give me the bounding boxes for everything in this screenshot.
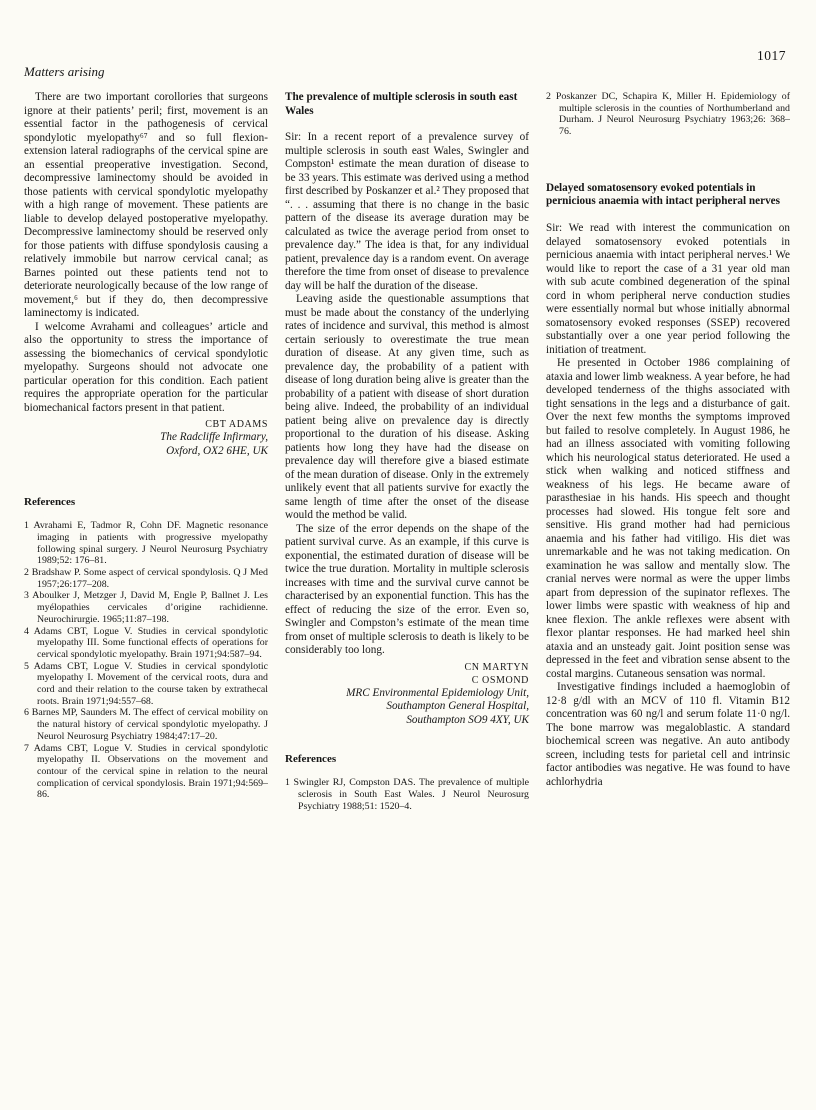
reference-item: 5 Adams CBT, Logue V. Studies in cervical spondylotic myelopathy I. Movement of the cervical roots, dura and cord and their relation to the course taken by extrathecal roots. Brain 1971;94:557–68.	[24, 660, 268, 707]
paragraph: The size of the error depends on the shape of the patient survival curve. As an example, if this curve is exponential, the estimated duration of disease will be twice the true duration. Mortality in multiple sclerosis increases with time and the survival curve cannot be characterised by an exponential function. This has the effect of reducing the size of the error. Even so, Swingler and Compston’s estimate of the mean time from onset of multiple sclerosis to death is likely to be considerably too long.	[285, 522, 529, 657]
signature-block	[24, 418, 268, 458]
column-3	[546, 91, 790, 813]
affiliation-line: Oxford, OX2 6HE, UK	[166, 444, 268, 457]
references-list	[285, 777, 529, 812]
column-1	[24, 91, 268, 813]
letter-title: The prevalence of multiple sclerosis in south east Wales	[285, 91, 518, 117]
reference-item: 1 Avrahami E, Tadmor R, Cohn DF. Magnetic resonance imaging in patients with progressive myelopathy following spinal surgery. J Neurol Neurosurg Psychiatry 1989;52: 176–81.	[24, 520, 268, 567]
references-heading: References	[24, 496, 76, 509]
letter-title: Delayed somatosensory evoked potentials in pernicious anaemia with intact peripheral nerves	[546, 181, 780, 208]
reference-item: 4 Adams CBT, Logue V. Studies in cervical spondylotic myelopathy III. Some functional effects of operations for cervical spondylotic myelopathy. Brain 1971;94:587–94.	[24, 625, 268, 660]
paragraph: He presented in October 1986 complaining of ataxia and lower limb weakness. A year before, he had developed tenderness of the thighs associated with tight sensations in the legs and a disturbance of gait. Over the next few months the symptoms improved but failed to resolve completely. In August 1986, he had an illness associated with vomiting following which his neurological status deteriorated. He used a stick when walking and noticed stiffness and weakness of his legs. He became aware of parasthesiae in his hands. His speech and thought processes had slowed. His tongue felt sore and sensitive. His grand mother had had pernicious anaemia and his father had vitiligo. His diet was unremarkable and he was not taking medication. On examination he was sallow and mentally slow. The cranial nerves were normal as were the upper limbs apart from depression of the supinator reflexes. The lower limbs were spastic with weakness of hip and knee flexion. The ankle reflexes were absent with flexor plantar responses. He had marked heel shin ataxia and an unsteady gait. Joint position sense was depressed in the feet and vibration sense absent to the costal margins. Cutaneous sensation was normal.	[546, 357, 790, 680]
signature-block	[285, 661, 529, 728]
text-columns	[24, 91, 792, 813]
references-list	[24, 520, 268, 801]
reference-item: 2 Bradshaw P. Some aspect of cervical spondylosis. Q J Med 1957;26:177–208.	[24, 567, 268, 590]
reference-item: 1 Swingler RJ, Compston DAS. The prevalence of multiple sclerosis in South East Wales. J Neurol Neurosurg Psychiatry 1988;51: 1520–4.	[285, 777, 529, 812]
references-heading: References	[285, 753, 337, 766]
running-head: Matters arising	[24, 64, 105, 79]
signature-name: CN MARTYN	[464, 661, 529, 673]
signature-name: CBT ADAMS	[205, 419, 268, 430]
column-2	[285, 91, 529, 813]
affiliation-line: Southampton General Hospital,	[386, 700, 529, 713]
affiliation-line: The Radcliffe Infirmary,	[160, 431, 268, 443]
reference-item-continued: 2 Poskanzer DC, Schapira K, Miller H. Epidemiology of multiple sclerosis in the counties of Northumberland and Durham. J Neurol Neurosurg Psychiatry 1963;26: 368–76.	[546, 91, 790, 138]
reference-item: 6 Barnes MP, Saunders M. The effect of cervical mobility on the natural history of cervical spondylotic myelopathy. J Neurol Neurosurg Psychiatry 1984;47:17–20.	[24, 707, 268, 742]
paragraph: There are two important corollories that surgeons ignore at their patients’ peril; first, movement is an essential factor in the pathogenesis of cervical spondylotic myelopathy⁶⁷ and so full flexion-extension lateral radiographs of the cervical spine are an essential preoperative investigation. Second, decompressive laminectomy should be avoided in those patients with cervical spondylotic myelopathy with a high range of movement. These patients are liable to develop delayed postoperative myelopathy. Decompressive laminectomy should be reserved only for those patients with diffuse spondylosis causing a relatively immobile but narrow cervical canal; as Barnes pointed out these patients tend not to deteriorate neurologically because of the low range of movement,⁶ but if they do, then decompressive laminectomy is indicated.	[24, 91, 268, 319]
paragraph: Leaving aside the questionable assumptions that must be made about the constancy of the underlying rates of incidence and survival, this method is almost certain seriously to overestimate the true mean duration of disease. At any given time, such as prevalence day, the probability of a patient with disease of long duration being alive is greater than the probability of a patient with disease of short duration being alive. Indeed, the probability of an individual patient being alive on prevalence day is directly proportional to the duration of his disease. Asking patients how long they have had the disease on prevalence day will therefore give a biased estimate of the mean duration of disease. Only in the extremely unlikely event that all patients survive for exactly the same length of time after the onset of the disease would the method be valid.	[285, 293, 529, 522]
reference-item: 7 Adams CBT, Logue V. Studies in cervical spondylotic myelopathy II. Observations on the movement and contour of the cervical spine in relation to the neural complication of cervical spondylosis. Brain 1971;94:569–86.	[24, 742, 268, 801]
affiliation-line: Southampton SO9 4XY, UK	[406, 713, 529, 726]
affiliation-line: MRC Environmental Epidemiology Unit,	[346, 686, 529, 699]
paragraph: Sir: In a recent report of a prevalence survey of multiple sclerosis in south east Wales, Swingler and Compston¹ estimate the mean duration of disease to be 33 years. This estimate was derived using a method first described by Poskanzer et al.² They proposed that “. . . assuming that there is no change in the basic pattern of the disease its average duration may be calculated as twice the average period from onset to prevalence day.” The idea is that, for any individual patient, prevalence day is a random event. On average therefore the time from onset of disease to prevalence day will be half the duration of the disease.	[285, 131, 529, 292]
paragraph: I welcome Avrahami and colleagues’ article and also the opportunity to stress the importance of assessing the biomechanics of cervical spondylotic myelopathy. Surgeons should not advocate one particular operation for this condition. Each patient requires the appropriate operation for the particular biomechanical factors present in that patient.	[24, 320, 268, 414]
reference-item: 3 Aboulker J, Metzger J, David M, Engle P, Ballnet J. Les myélopathies cervicales d’origine rachidienne. Neurochirurgie. 1965;11:87–198.	[24, 590, 268, 625]
paragraph: Investigative findings included a haemoglobin of 12·8 g/dl with an MCV of 110 fl. Vitamin B12 concentration was 60 ng/l and serum folate 11·0 ng/l. The bone marrow was megaloblastic. A standard biochemical screen was negative. An auto antibody screen, including tests for parietal cell and intrinsic factor antibodies was negative. He was found to have achlorhydria	[546, 681, 790, 788]
paragraph: Sir: We read with interest the communication on delayed somatosensory evoked potentials in pernicious anaemia with intact peripheral nerves.¹ We would like to report the case of a 31 year old man with sub acute combined degeneration of the spinal cord in whom peripheral nerve conduction studies were essentially normal but whose initially abnormal somatosensory evoked responses (SSEP) recovered substantially over a one year period following the initiation of treatment.	[546, 222, 790, 356]
page-number: 1017	[757, 48, 786, 63]
signature-name: C OSMOND	[471, 674, 529, 686]
